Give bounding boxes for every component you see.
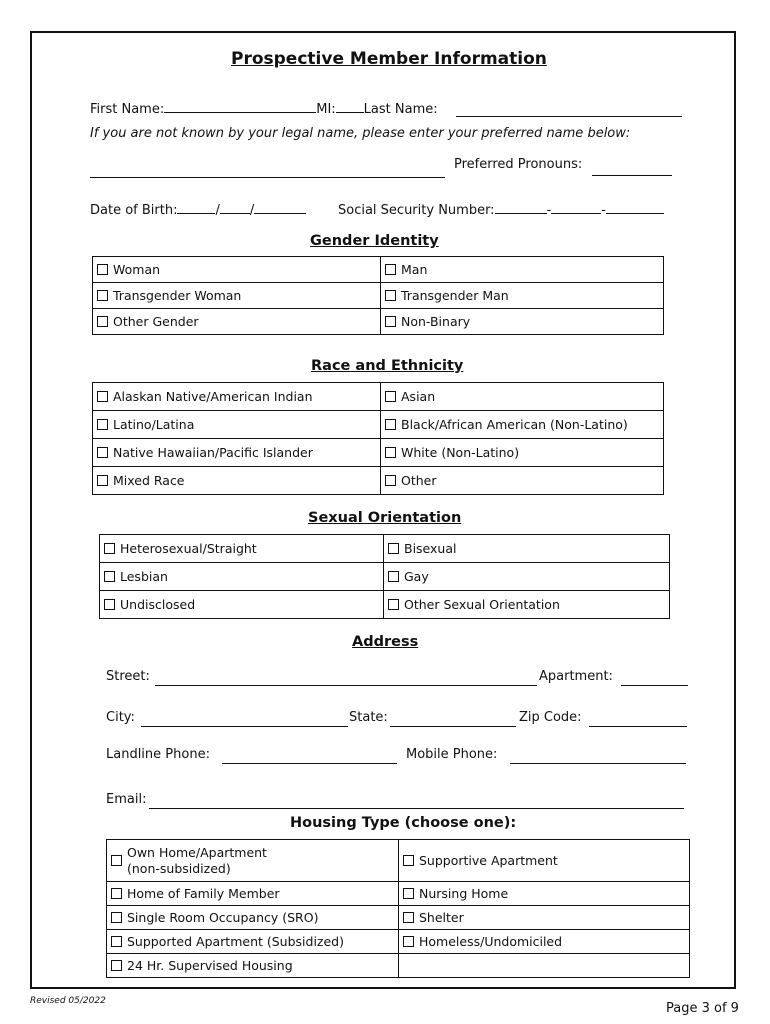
preferred-name-field[interactable] [90, 165, 445, 178]
orientation-option[interactable]: Bisexual [384, 535, 670, 563]
last-name-label: Last Name: [363, 102, 438, 117]
orientation-option[interactable]: Lesbian [100, 563, 384, 591]
table-row [107, 954, 690, 978]
checkbox-icon[interactable] [97, 419, 108, 430]
zip-field[interactable] [589, 714, 687, 727]
gender-option[interactable]: Transgender Woman [93, 283, 381, 309]
gender-option[interactable]: Man [381, 257, 664, 283]
orientation-heading: Sexual Orientation [308, 510, 462, 526]
table-row [100, 535, 670, 563]
checkbox-icon[interactable] [388, 599, 399, 610]
table-row [93, 411, 664, 439]
race-option[interactable]: Alaskan Native/American Indian [93, 383, 381, 411]
orientation-option[interactable]: Other Sexual Orientation [384, 591, 670, 619]
table-row [93, 439, 664, 467]
ssn-part3-field[interactable] [606, 201, 664, 214]
name-row [90, 100, 438, 117]
race-heading: Race and Ethnicity [311, 358, 464, 374]
mobile-field[interactable] [510, 751, 686, 764]
checkbox-icon[interactable] [104, 543, 115, 554]
orientation-table [99, 534, 670, 619]
checkbox-icon[interactable] [111, 888, 122, 899]
housing-option[interactable]: Supportive Apartment [399, 840, 690, 882]
checkbox-icon[interactable] [388, 543, 399, 554]
orientation-option[interactable]: Heterosexual/Straight [100, 535, 384, 563]
checkbox-icon[interactable] [104, 599, 115, 610]
race-option[interactable]: Other [381, 467, 664, 495]
housing-option[interactable]: Homeless/Undomiciled [399, 930, 690, 954]
checkbox-icon[interactable] [385, 419, 396, 430]
orientation-option[interactable]: Gay [384, 563, 670, 591]
housing-option[interactable]: Supported Apartment (Subsidized) [107, 930, 399, 954]
email-field[interactable] [149, 796, 684, 809]
ssn-label: Social Security Number: [338, 203, 495, 218]
race-option[interactable]: Native Hawaiian/Pacific Islander [93, 439, 381, 467]
city-field[interactable] [141, 714, 348, 727]
housing-option[interactable]: 24 Hr. Supervised Housing [107, 954, 399, 978]
dob-year-field[interactable] [254, 201, 306, 214]
checkbox-icon[interactable] [97, 316, 108, 327]
address-heading: Address [352, 634, 419, 650]
city-label: City: [106, 710, 135, 725]
gender-option[interactable]: Other Gender [93, 309, 381, 335]
page-number: Page 3 of 9 [666, 1001, 739, 1016]
pronouns-field[interactable] [592, 163, 672, 176]
gender-option[interactable]: Woman [93, 257, 381, 283]
checkbox-icon[interactable] [111, 912, 122, 923]
checkbox-icon[interactable] [403, 888, 414, 899]
landline-label: Landline Phone: [106, 747, 210, 762]
first-name-label: First Name: [90, 102, 165, 117]
race-table [92, 382, 664, 495]
checkbox-icon[interactable] [97, 290, 108, 301]
checkbox-icon[interactable] [385, 475, 396, 486]
housing-table [106, 839, 690, 978]
checkbox-icon[interactable] [111, 936, 122, 947]
mi-label: MI: [316, 102, 336, 117]
checkbox-icon[interactable] [111, 960, 122, 971]
race-option[interactable]: Latino/Latina [93, 411, 381, 439]
race-option[interactable]: White (Non-Latino) [381, 439, 664, 467]
table-row [107, 840, 690, 882]
housing-option[interactable]: Single Room Occupancy (SRO) [107, 906, 399, 930]
housing-option[interactable]: Shelter [399, 906, 690, 930]
dob-month-field[interactable] [177, 201, 215, 214]
street-field[interactable] [155, 673, 537, 686]
checkbox-icon[interactable] [385, 447, 396, 458]
table-row [107, 906, 690, 930]
checkbox-icon[interactable] [385, 290, 396, 301]
gender-option[interactable]: Transgender Man [381, 283, 664, 309]
checkbox-icon[interactable] [385, 264, 396, 275]
checkbox-icon[interactable] [403, 912, 414, 923]
gender-heading: Gender Identity [310, 233, 439, 249]
checkbox-icon[interactable] [388, 571, 399, 582]
ssn-part2-field[interactable] [551, 201, 601, 214]
table-row [93, 383, 664, 411]
ssn-row: Social Security Number: - - [338, 201, 664, 218]
housing-option[interactable]: Nursing Home [399, 882, 690, 906]
dob-day-field[interactable] [220, 201, 250, 214]
gender-table [92, 256, 664, 335]
state-label: State: [349, 710, 388, 725]
empty-cell [399, 954, 690, 978]
state-field[interactable] [390, 714, 516, 727]
revised-date: Revised 05/2022 [30, 996, 106, 1006]
street-label: Street: [106, 669, 150, 684]
checkbox-icon[interactable] [403, 936, 414, 947]
checkbox-icon[interactable] [104, 571, 115, 582]
apartment-field[interactable] [621, 673, 688, 686]
table-row [93, 467, 664, 495]
mi-field[interactable] [336, 100, 364, 113]
housing-option[interactable]: Own Home/Apartment (non-subsidized) [107, 840, 399, 882]
preferred-name-note: If you are not known by your legal name, please enter your preferred name below: [90, 126, 631, 141]
table-row [93, 257, 664, 283]
housing-heading: Housing Type (choose one): [290, 815, 517, 831]
orientation-option[interactable]: Undisclosed [100, 591, 384, 619]
race-option[interactable]: Mixed Race [93, 467, 381, 495]
dob-row: Date of Birth: / / [90, 201, 306, 218]
page-title: Prospective Member Information [231, 49, 547, 69]
checkbox-icon[interactable] [97, 475, 108, 486]
checkbox-icon[interactable] [97, 447, 108, 458]
table-row [93, 309, 664, 335]
housing-option[interactable]: Home of Family Member [107, 882, 399, 906]
checkbox-icon[interactable] [97, 264, 108, 275]
table-row [107, 882, 690, 906]
checkbox-icon[interactable] [385, 391, 396, 402]
zip-label: Zip Code: [519, 710, 582, 725]
checkbox-icon[interactable] [385, 316, 396, 327]
table-row [93, 283, 664, 309]
checkbox-icon[interactable] [403, 855, 414, 866]
table-row [100, 563, 670, 591]
checkbox-icon[interactable] [97, 391, 108, 402]
dob-label: Date of Birth: [90, 203, 178, 218]
apartment-label: Apartment: [539, 669, 613, 684]
checkbox-icon[interactable] [111, 855, 122, 866]
race-option[interactable]: Black/African American (Non-Latino) [381, 411, 664, 439]
race-option[interactable]: Asian [381, 383, 664, 411]
ssn-part1-field[interactable] [495, 201, 547, 214]
landline-field[interactable] [222, 751, 397, 764]
mobile-label: Mobile Phone: [406, 747, 498, 762]
last-name-field[interactable] [456, 104, 682, 117]
first-name-field[interactable] [164, 100, 316, 113]
pronouns-label: Preferred Pronouns: [454, 157, 583, 172]
table-row [107, 930, 690, 954]
email-label: Email: [106, 792, 147, 807]
table-row [100, 591, 670, 619]
gender-option[interactable]: Non-Binary [381, 309, 664, 335]
